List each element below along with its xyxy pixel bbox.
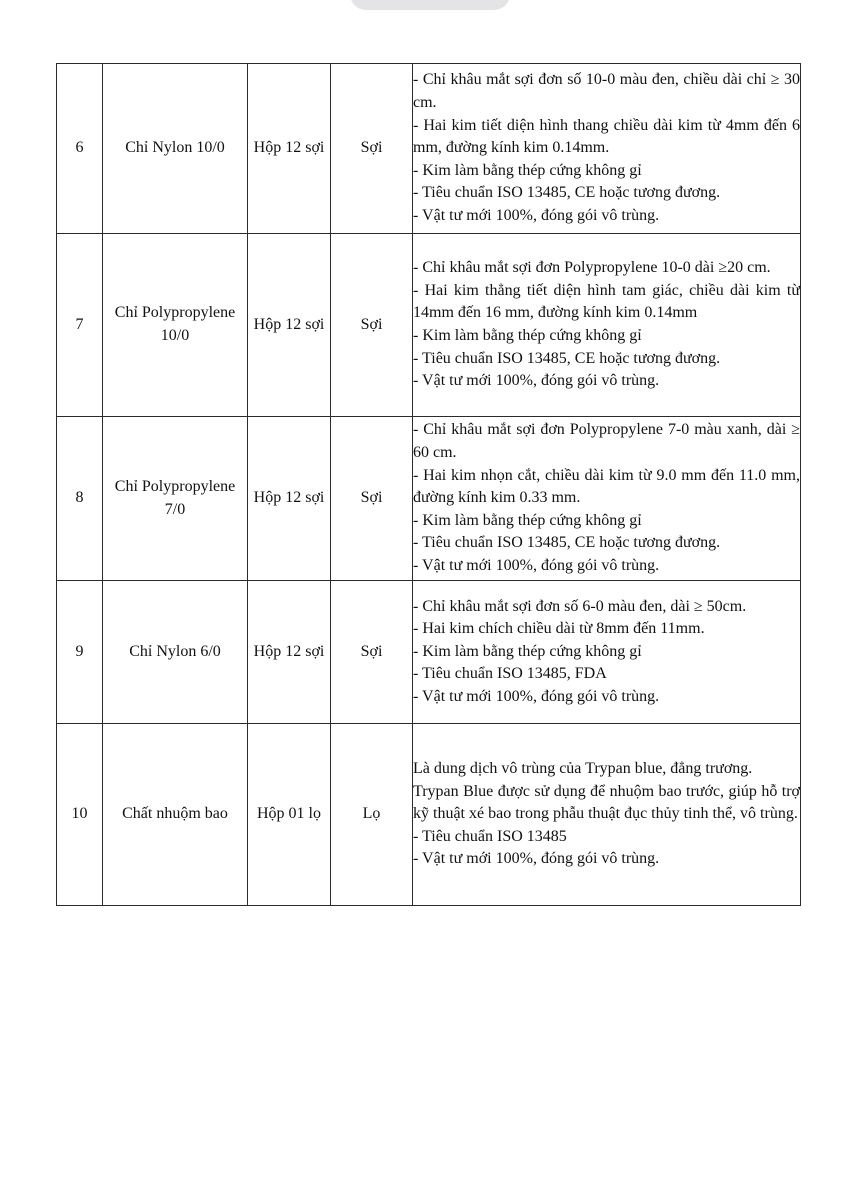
item-name: Chỉ Nylon 10/0 — [103, 64, 248, 234]
description-line: - Vật tư mới 100%, đóng gói vô trùng. — [413, 556, 660, 574]
row-number: 10 — [57, 724, 103, 906]
unit: Sợi — [331, 417, 413, 581]
scan-mark — [350, 0, 510, 10]
description-line: - Kim làm bằng thép cứng không gỉ — [413, 161, 642, 179]
unit: Sợi — [331, 581, 413, 724]
description-line: - Vật tư mới 100%, đóng gói vô trùng. — [413, 687, 660, 705]
table-row — [57, 581, 801, 724]
description-line: - Tiêu chuẩn ISO 13485 — [413, 827, 567, 845]
description-line: - Hai kim chích chiều dài từ 8mm đến 11mm. — [413, 620, 705, 638]
description — [413, 724, 801, 906]
row-number: 7 — [57, 234, 103, 417]
description-line: - Vật tư mới 100%, đóng gói vô trùng. — [413, 372, 660, 390]
table-row — [57, 234, 801, 417]
description-line: - Vật tư mới 100%, đóng gói vô trùng. — [413, 206, 660, 224]
item-name: Chỉ Nylon 6/0 — [103, 581, 248, 724]
description-line: - Chỉ khâu mắt sợi đơn số 10-0 màu đen, chiều dài chỉ ≥ 30 cm. — [413, 71, 800, 112]
description-line: - Kim làm bằng thép cứng không gỉ — [413, 642, 642, 660]
description-line: - Hai kim tiết diện hình thang chiều dài kim từ 4mm đến 6 mm, đường kính kim 0.14mm. — [413, 116, 800, 157]
description-line: - Tiêu chuẩn ISO 13485, CE hoặc tương đương. — [413, 534, 721, 552]
description — [413, 417, 801, 581]
description-line: - Hai kim thẳng tiết diện hình tam giác, chiều dài kim từ 14mm đến 16 mm, đường kính kim 0.14mm — [413, 281, 800, 322]
unit: Lọ — [331, 724, 413, 906]
packaging: Hộp 12 sợi — [248, 581, 331, 724]
description-line: - Hai kim nhọn cắt, chiều dài kim từ 9.0 mm đến 11.0 mm, đường kính kim 0.33 mm. — [413, 466, 800, 507]
description — [413, 234, 801, 417]
description-line: - Chỉ khâu mắt sợi đơn số 6-0 màu đen, dài ≥ 50cm. — [413, 597, 747, 615]
packaging: Hộp 12 sợi — [248, 417, 331, 581]
packaging: Hộp 12 sợi — [248, 64, 331, 234]
row-number: 9 — [57, 581, 103, 724]
description — [413, 581, 801, 724]
description-line: - Vật tư mới 100%, đóng gói vô trùng. — [413, 850, 660, 868]
table-row — [57, 724, 801, 906]
item-name: Chỉ Polypropylene 10/0 — [103, 234, 248, 417]
unit: Sợi — [331, 64, 413, 234]
description-line: Là dung dịch vô trùng của Trypan blue, đẳng trương. — [413, 760, 753, 778]
description-line: - Kim làm bằng thép cứng không gỉ — [413, 511, 642, 529]
item-name: Chất nhuộm bao — [103, 724, 248, 906]
unit: Sợi — [331, 234, 413, 417]
table-row — [57, 64, 801, 234]
description-line: - Kim làm bằng thép cứng không gỉ — [413, 327, 642, 344]
description-line: - Tiêu chuẩn ISO 13485, CE hoặc tương đương. — [413, 349, 721, 367]
row-number: 8 — [57, 417, 103, 581]
packaging: Hộp 12 sợi — [248, 234, 331, 417]
table-row — [57, 417, 801, 581]
item-name: Chỉ Polypropylene 7/0 — [103, 417, 248, 581]
description-line: Trypan Blue được sử dụng để nhuộm bao trước, giúp hỗ trợ kỹ thuật xé bao trong phẫu thuật đục thủy tinh thể, vô trùng. — [413, 782, 800, 823]
row-number: 6 — [57, 64, 103, 234]
specification-table — [56, 63, 801, 906]
description-line: - Chỉ khâu mắt sợi đơn Polypropylene 10-0 dài ≥20 cm. — [413, 259, 771, 277]
description — [413, 64, 801, 234]
description-line: - Chỉ khâu mắt sợi đơn Polypropylene 7-0 màu xanh, dài ≥ 60 cm. — [413, 421, 800, 462]
description-line: - Tiêu chuẩn ISO 13485, FDA — [413, 665, 607, 683]
packaging: Hộp 01 lọ — [248, 724, 331, 906]
description-line: - Tiêu chuẩn ISO 13485, CE hoặc tương đương. — [413, 184, 721, 202]
